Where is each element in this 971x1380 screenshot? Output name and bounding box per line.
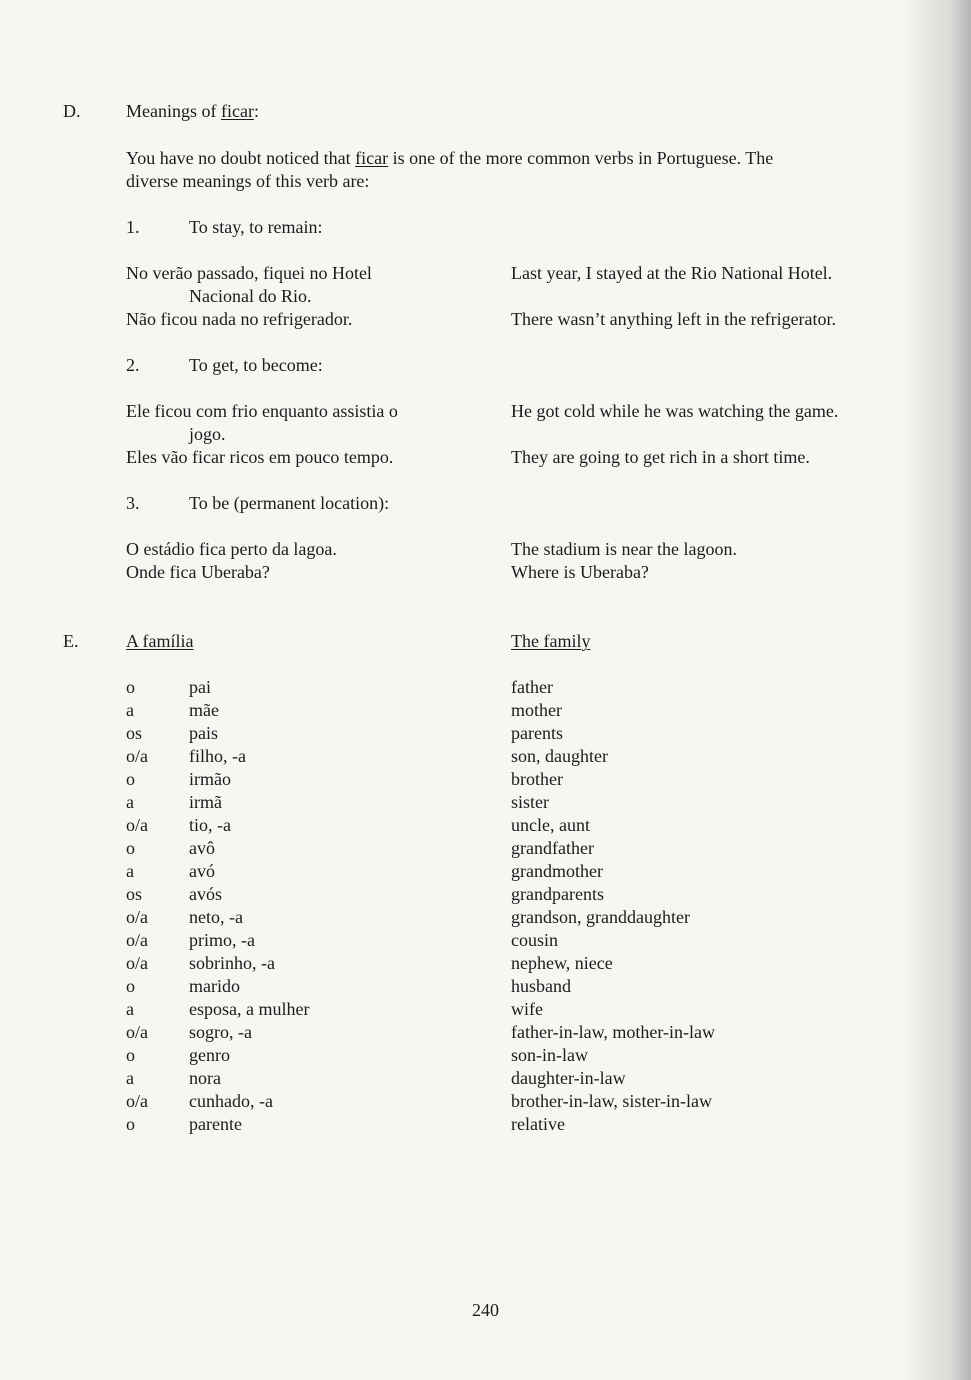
vocab-english: son-in-law — [511, 1045, 588, 1065]
section-e-title-en: The family — [511, 631, 591, 651]
vocab-english: daughter-in-law — [511, 1068, 626, 1088]
intro-line-1 — [126, 147, 773, 170]
title-prefix: Meanings of — [126, 101, 221, 121]
vocab-english: grandmother — [511, 861, 603, 881]
vocab-portuguese: avós — [189, 884, 222, 904]
vocab-article: o — [126, 1114, 135, 1134]
section-e-title-pt: A família — [126, 631, 194, 651]
meaning-2-number: 2. — [126, 355, 140, 375]
vocab-article: o/a — [126, 815, 148, 835]
vocab-portuguese: filho, -a — [189, 746, 246, 766]
vocab-portuguese: genro — [189, 1045, 230, 1065]
vocab-english: brother-in-law, sister-in-law — [511, 1091, 713, 1111]
example-en: There wasn’t anything left in the refrigerator. — [511, 309, 837, 329]
section-e-letter: E. — [63, 631, 79, 651]
example-pt: Eles vão ficar ricos em pouco tempo. — [126, 447, 394, 467]
vocab-article: a — [126, 999, 134, 1019]
vocab-portuguese: avô — [189, 838, 215, 858]
vocab-portuguese: mãe — [189, 700, 219, 720]
vocab-portuguese: irmã — [189, 792, 222, 812]
example-en: The stadium is near the lagoon. — [511, 539, 737, 559]
vocab-english: grandson, granddaughter — [511, 907, 690, 927]
example-pt: No verão passado, fiquei no Hotel — [126, 263, 372, 283]
meaning-3-number: 3. — [126, 493, 140, 513]
vocab-english: wife — [511, 999, 543, 1019]
vocab-english: grandfather — [511, 838, 594, 858]
vocab-portuguese: irmão — [189, 769, 231, 789]
example-en: Where is Uberaba? — [511, 562, 649, 582]
vocab-english: brother — [511, 769, 563, 789]
example-pt: Onde fica Uberaba? — [126, 562, 270, 582]
vocab-article: o — [126, 769, 135, 789]
vocab-portuguese: pai — [189, 677, 211, 697]
vocab-article: o — [126, 1045, 135, 1065]
vocab-portuguese: marido — [189, 976, 240, 996]
vocab-english: cousin — [511, 930, 558, 950]
vocab-english: husband — [511, 976, 571, 996]
vocab-portuguese: sobrinho, -a — [189, 953, 275, 973]
example-en: He got cold while he was watching the game. — [511, 401, 839, 421]
vocab-article: o/a — [126, 1091, 148, 1111]
vocab-article: o — [126, 976, 135, 996]
vocab-article: a — [126, 700, 134, 720]
vocab-english: relative — [511, 1114, 565, 1134]
title-suffix: : — [253, 101, 259, 121]
vocab-english: sister — [511, 792, 549, 812]
vocab-portuguese: sogro, -a — [189, 1022, 252, 1042]
example-en: Last year, I stayed at the Rio National Hotel. — [511, 263, 833, 283]
section-d-title — [126, 100, 259, 123]
title-word-ficar: ficar — [220, 101, 254, 121]
vocab-portuguese: parente — [189, 1114, 242, 1134]
example-pt-continued: Nacional do Rio. — [189, 286, 312, 306]
example-pt: O estádio fica perto da lagoa. — [126, 539, 337, 559]
example-pt: Ele ficou com frio enquanto assistia o — [126, 401, 398, 421]
vocab-portuguese: neto, -a — [189, 907, 243, 927]
vocab-portuguese: cunhado, -a — [189, 1091, 273, 1111]
vocab-english: son, daughter — [511, 746, 608, 766]
vocab-english: grandparents — [511, 884, 604, 904]
vocab-article: a — [126, 861, 134, 881]
vocab-english: nephew, niece — [511, 953, 613, 973]
intro-text-a: You have no doubt noticed that — [126, 148, 356, 168]
meaning-1-number: 1. — [126, 217, 140, 237]
vocab-article: o/a — [126, 930, 148, 950]
vocab-article: a — [126, 1068, 134, 1088]
vocab-article: os — [126, 884, 143, 904]
vocab-portuguese: esposa, a mulher — [189, 999, 310, 1019]
intro-text-b: is one of the more common verbs in Portuguese. The — [388, 148, 774, 168]
intro-word-ficar: ficar — [355, 148, 389, 168]
vocab-portuguese: avó — [189, 861, 215, 881]
vocab-article: o/a — [126, 746, 148, 766]
vocab-article: o/a — [126, 907, 148, 927]
vocab-english: parents — [511, 723, 563, 743]
vocab-article: o — [126, 838, 135, 858]
section-d-letter: D. — [63, 101, 81, 121]
meaning-1-heading: To stay, to remain: — [189, 217, 323, 237]
vocab-english: uncle, aunt — [511, 815, 590, 835]
page-edge-shadow — [901, 0, 971, 1380]
vocab-english: father-in-law, mother-in-law — [511, 1022, 716, 1042]
meaning-2-heading: To get, to become: — [189, 355, 323, 375]
intro-line-2: diverse meanings of this verb are: — [126, 171, 370, 191]
meaning-3-heading: To be (permanent location): — [189, 493, 390, 513]
vocab-portuguese: nora — [189, 1068, 221, 1088]
vocab-article: os — [126, 723, 143, 743]
vocab-article: o — [126, 677, 135, 697]
vocab-portuguese: tio, -a — [189, 815, 231, 835]
vocab-english: mother — [511, 700, 562, 720]
vocab-portuguese: primo, -a — [189, 930, 255, 950]
vocab-article: o/a — [126, 1022, 148, 1042]
example-en: They are going to get rich in a short time. — [511, 447, 810, 467]
vocab-portuguese: pais — [189, 723, 218, 743]
vocab-article: o/a — [126, 953, 148, 973]
example-pt-continued: jogo. — [189, 424, 226, 444]
vocab-article: a — [126, 792, 134, 812]
vocab-english: father — [511, 677, 553, 697]
page-number: 240 — [472, 1300, 499, 1320]
example-pt: Não ficou nada no refrigerador. — [126, 309, 353, 329]
